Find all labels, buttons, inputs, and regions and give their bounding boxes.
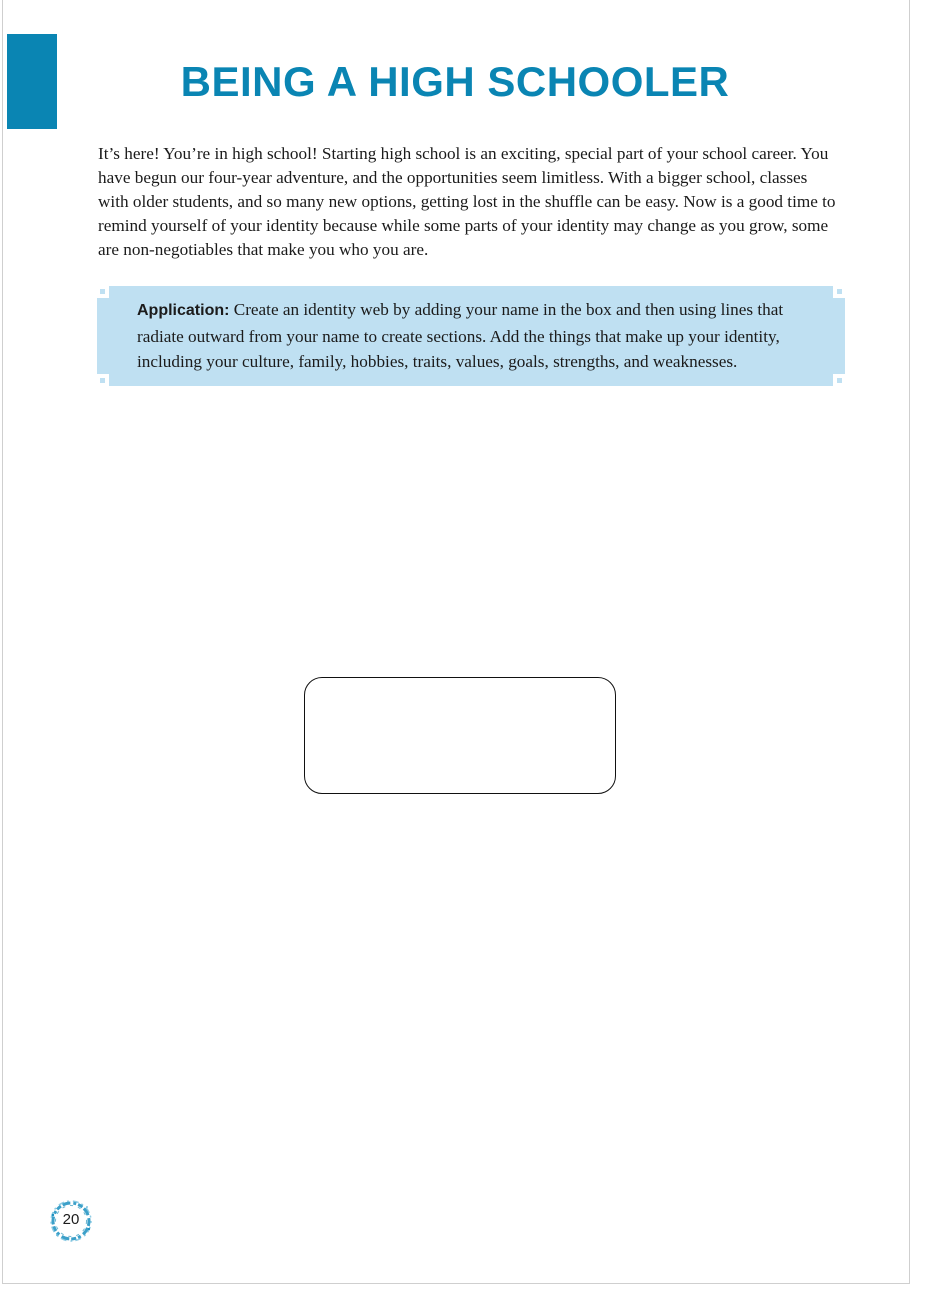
- callout-corner: [833, 286, 845, 298]
- callout-corner: [833, 374, 845, 386]
- name-box[interactable]: [304, 677, 616, 794]
- page-title: BEING A HIGH SCHOOLER: [180, 58, 730, 105]
- application-label: Application:: [137, 302, 230, 319]
- document-page: [2, 0, 910, 1284]
- application-callout: [97, 286, 845, 386]
- page-number-badge: [49, 1199, 93, 1243]
- application-text: [137, 297, 817, 375]
- page-gutter: [911, 0, 932, 1290]
- intro-paragraph: It’s here! You’re in high school! Starting high school is an exciting, special part of your school career. You have begun our four-year adventure, and the opportunities seem limitless. With a bigger school, classes with older students, and so many new options, getting lost in the shuffle can be easy. Now is a good time to remind yourself of your identity because while some parts of your identity may change as you grow, some are non-negotiables that make you who you are.: [98, 144, 836, 259]
- application-instructions: Create an identity web by adding your name in the box and then using lines that radiate outward from your name to create sections. Add the things that make up your identity, including your culture, family, hobbies, traits, values, goals, strengths, and weaknesses.: [137, 300, 784, 371]
- callout-corner: [97, 286, 109, 298]
- page-number: 20: [62, 1211, 80, 1228]
- callout-corner: [97, 374, 109, 386]
